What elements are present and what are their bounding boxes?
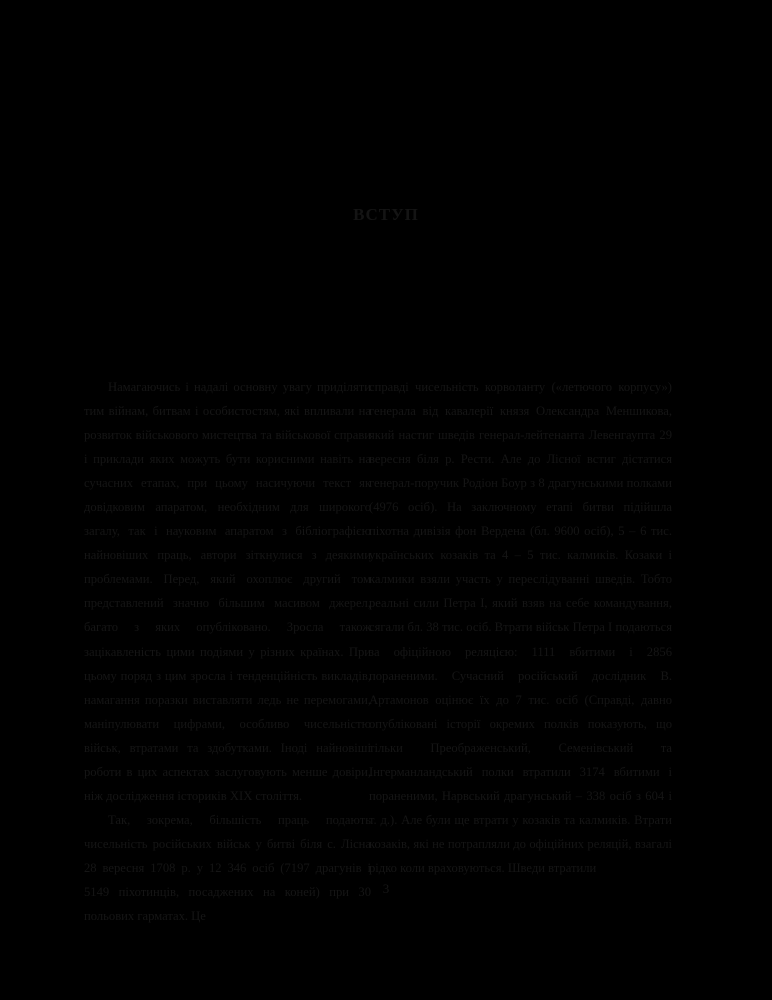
chapter-heading: ВСТУП — [353, 205, 419, 224]
paragraph: Намагаючись і надалі основну увагу приділяти тим війнам, битвам і особистостям, які впливали на розвиток військового мистецтва та військової справи і приклади яких можуть бути корисними навіть на сучасних етапах, при цьому насичуючи текст як довідковим апаратом, необхідним для широкого загалу, так і науковим апаратом з бібліографією найновіших праць, автори зіткнулися з деякими проблемами. Перед, який охоплює другий том представлений значно більшим масивом джерел, багато з яких опубліковано. Зросла також зацікавленість цими подіями у різних країнах. При цьому поряд з цим зросла і тенденційність викладів, намагання поразки виставляти ледь не перемогами, маніпулювати цифрами, особливо чисельністю військ, втратами та здобутками. Іноді найновіші роботи в цих аспектах заслуговують менше довіри, ніж дослідження істориків XIX століття. — [84, 380, 371, 803]
right-text-column — [369, 375, 672, 880]
page-number: 3 — [382, 881, 390, 896]
paragraph: Так, зокрема, більшість праць подають чисельність російських військ у битві біля с. Лісна 28 вересня 1708 р. у 12 346 осіб (7197 драгунів і 5149 піхотинців, посаджених на коней) при 30 польових гарматах. Це — [84, 812, 371, 924]
left-text-column — [84, 375, 371, 928]
paragraph: справді чисельність корволанту («летючого корпусу») генерала від кавалерії князя Олександра Меншикова, який настиг шведів генерал-лейтенанта Левенгаупта 29 вересня біля р. Рести. Але до Лісної встиг дістатися генерал-поручик Родіон Боур з 8 драгунськими полками (4976 осіб). На заключному етапі битви підійшла піхотна дивізія фон Вердена (бл. 9600 осіб), 5 – 6 тис. українських козаків та 4 – 5 тис. калмиків. Козаки і калмики взяли участь у переслідуванні шведів. Тобто реальні сили Петра І, який взяв на себе командування, сягали бл. 38 тис. осіб. Втрати військ Петра І подаються за офіційною реляцією: 1111 вбитими і 2856 пораненими. Сучасний російський дослідник В. Артамонов оцінює їх до 7 тис. осіб (Справді, давно опубліковані історії окремих полків показують, що тільки Преображенський, Семенівський та Інгерманландський полки втратили 3174 вбитими і пораненими, Нарвський драгунський – 338 осіб з 604 і т. д.). Але були ще втрати у козаків та калмиків. Втрати козаків, які не потрапляли до офіційних реляцій, взагалі рідко коли враховуються. Шведи втратили — [369, 380, 672, 875]
